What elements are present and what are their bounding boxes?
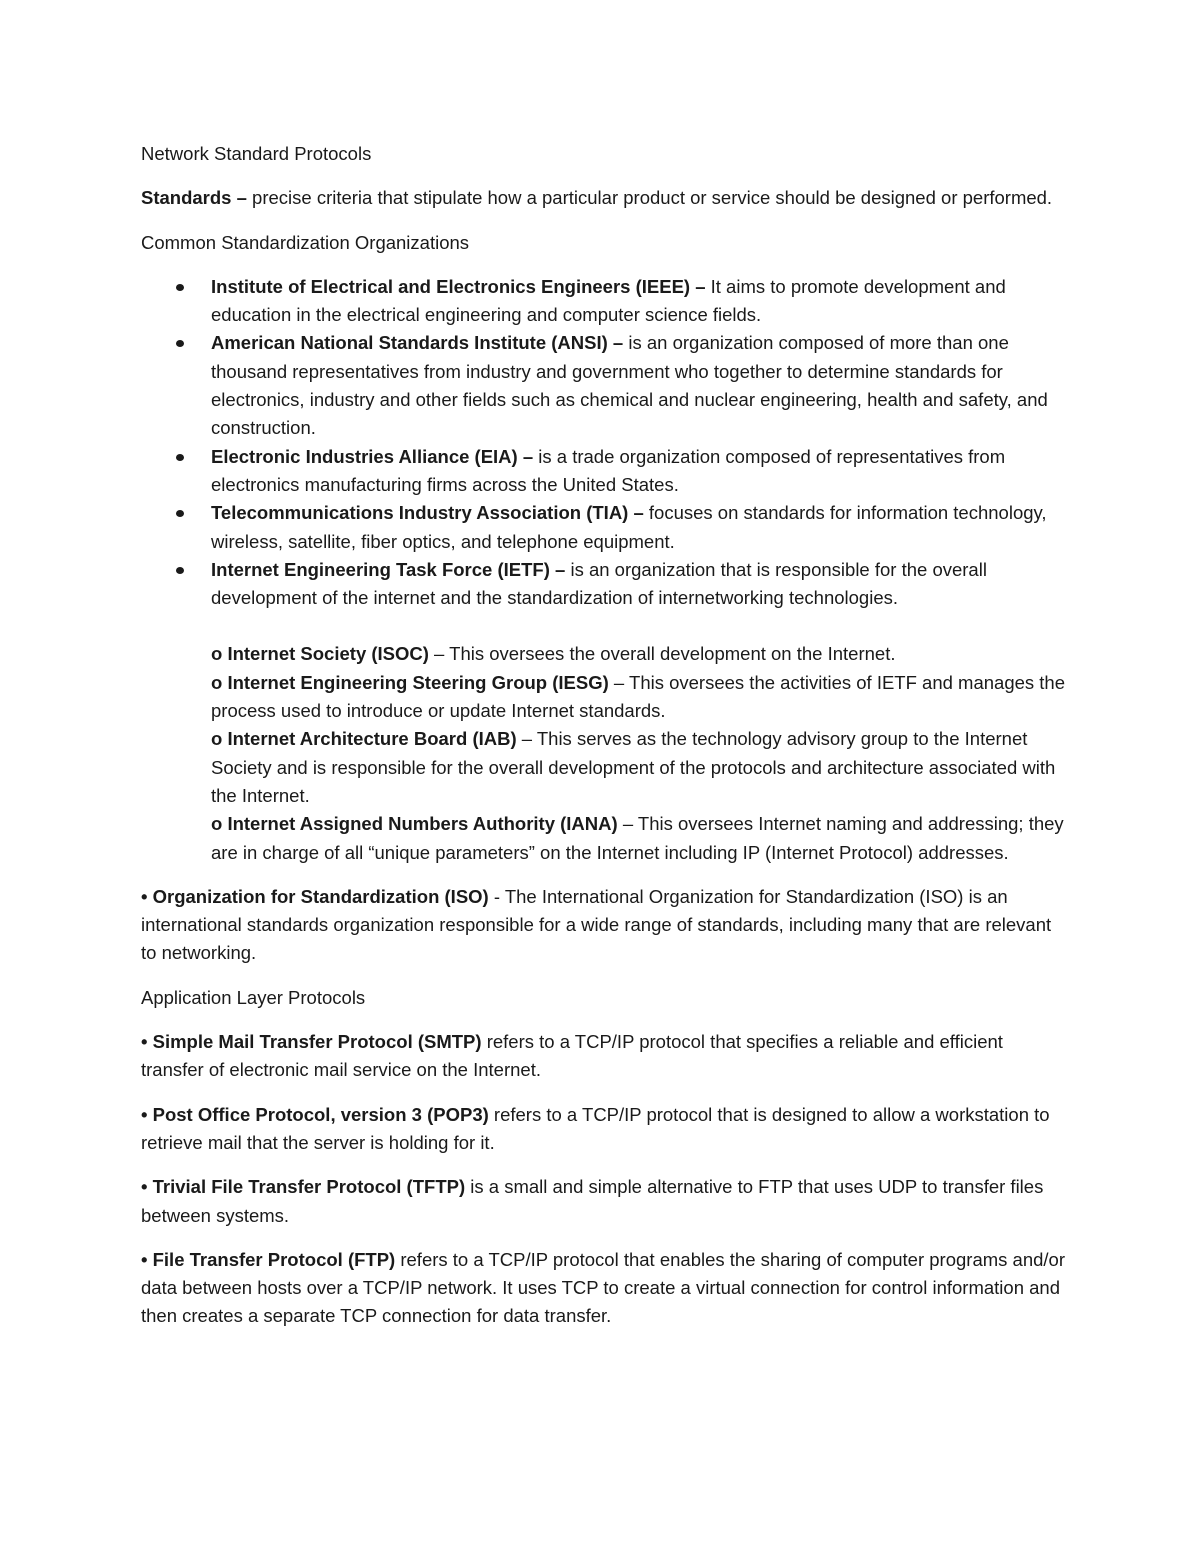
org-name: Electronic Industries Alliance (EIA) – [211,445,534,467]
protocol-name: • Simple Mail Transfer Protocol (SMTP) [141,1031,482,1053]
bullet-icon [176,284,184,291]
sub-desc: – This oversees Internet naming and addressing; they are in charge of all “unique parameters” on the Internet including IP (Internet Protocol) addresses. [211,813,1064,863]
protocol-item [141,1246,1066,1331]
protocol-item [141,1173,1066,1230]
org-desc: is an organization composed of more than one thousand representatives from industry and government who together to determine standards for electronics, industry and other fields such as chemical and nuclear engineering, health and safety, and construction. [211,332,1048,439]
sub-name: o Internet Society (ISOC) [211,643,429,665]
org-name: American National Standards Institute (ANSI) – [211,332,624,354]
org-desc: focuses on standards for information technology, wireless, satellite, fiber optics, and telephone equipment. [211,502,1047,552]
org-name: Telecommunications Industry Association (TIA) – [211,502,644,524]
standards-text: precise criteria that stipulate how a particular product or service should be designed or performed. [246,187,1053,209]
iso-name: • Organization for Standardization (ISO) [141,885,489,907]
protocol-name: • Post Office Protocol, version 3 (POP3) [141,1103,489,1125]
bullet-icon [176,340,184,347]
sub-name: o Internet Architecture Board (IAB) [211,728,517,750]
app-heading [141,984,1066,1012]
app-heading-text: Application Layer Protocols [141,986,366,1008]
bullet-icon [176,567,184,574]
iso-desc: - The International Organization for Standardization (ISO) is an international standards organization responsible for a wide range of standards, including many that are relevant to networking. [141,885,1052,964]
protocol-desc: refers to a TCP/IP protocol that specifies a reliable and efficient transfer of electronic mail service on the Internet. [141,1031,1003,1081]
sub-item [211,640,1066,668]
ietf-sub-list [141,640,1066,866]
list-item [211,273,1066,330]
orgs-heading [141,229,1066,257]
list-item [211,443,1066,500]
org-desc: is a trade organization composed of representatives from electronics manufacturing firms across the United States. [211,445,1006,495]
list-item [211,329,1066,442]
title-text: Network Standard Protocols [141,143,372,164]
standards-term: Standards – [141,187,247,209]
protocol-desc: refers to a TCP/IP protocol that enables the sharing of computer programs and/or data between hosts over a TCP/IP network. It uses TCP to create a virtual connection for control information and then creates a separate TCP connection for data transfer. [141,1248,1066,1327]
protocol-desc: refers to a TCP/IP protocol that is designed to allow a workstation to retrieve mail that the server is holding for it. [141,1103,1050,1153]
document-page [141,140,1066,1347]
sub-desc: – This oversees the overall development on the Internet. [428,643,896,665]
org-name: Institute of Electrical and Electronics Engineers (IEEE) – [211,275,706,297]
protocol-name: • File Transfer Protocol (FTP) [141,1248,396,1270]
document-title [141,140,1066,168]
sub-item [211,669,1066,726]
orgs-list [141,273,1066,613]
list-item [211,556,1066,613]
sub-desc: – This serves as the technology advisory group to the Internet Society and is responsible for the overall development of the protocols and architecture associated with the Internet. [211,728,1056,806]
orgs-heading-text: Common Standardization Organizations [141,231,470,253]
protocol-desc: is a small and simple alternative to FTP that uses UDP to transfer files between systems. [141,1176,1044,1226]
protocol-item [141,1028,1066,1085]
bullet-icon [176,510,184,517]
org-name: Internet Engineering Task Force (IETF) – [211,558,566,580]
sub-desc: – This oversees the activities of IETF and manages the process used to introduce or update Internet standards. [211,671,1066,722]
iso-paragraph [141,883,1066,968]
org-desc: It aims to promote development and education in the electrical engineering and computer science fields. [211,275,1006,326]
protocol-item [141,1101,1066,1158]
standards-definition [141,184,1066,212]
bullet-icon [176,454,184,461]
sub-name: o Internet Assigned Numbers Authority (IANA) [211,813,618,835]
list-item [211,499,1066,556]
org-desc: is an organization that is responsible for the overall development of the internet and the standardization of internetworking technologies. [211,558,987,609]
sub-item [211,725,1066,810]
sub-name: o Internet Engineering Steering Group (IESG) [211,671,609,693]
sub-item [211,810,1066,867]
protocol-name: • Trivial File Transfer Protocol (TFTP) [141,1176,466,1198]
